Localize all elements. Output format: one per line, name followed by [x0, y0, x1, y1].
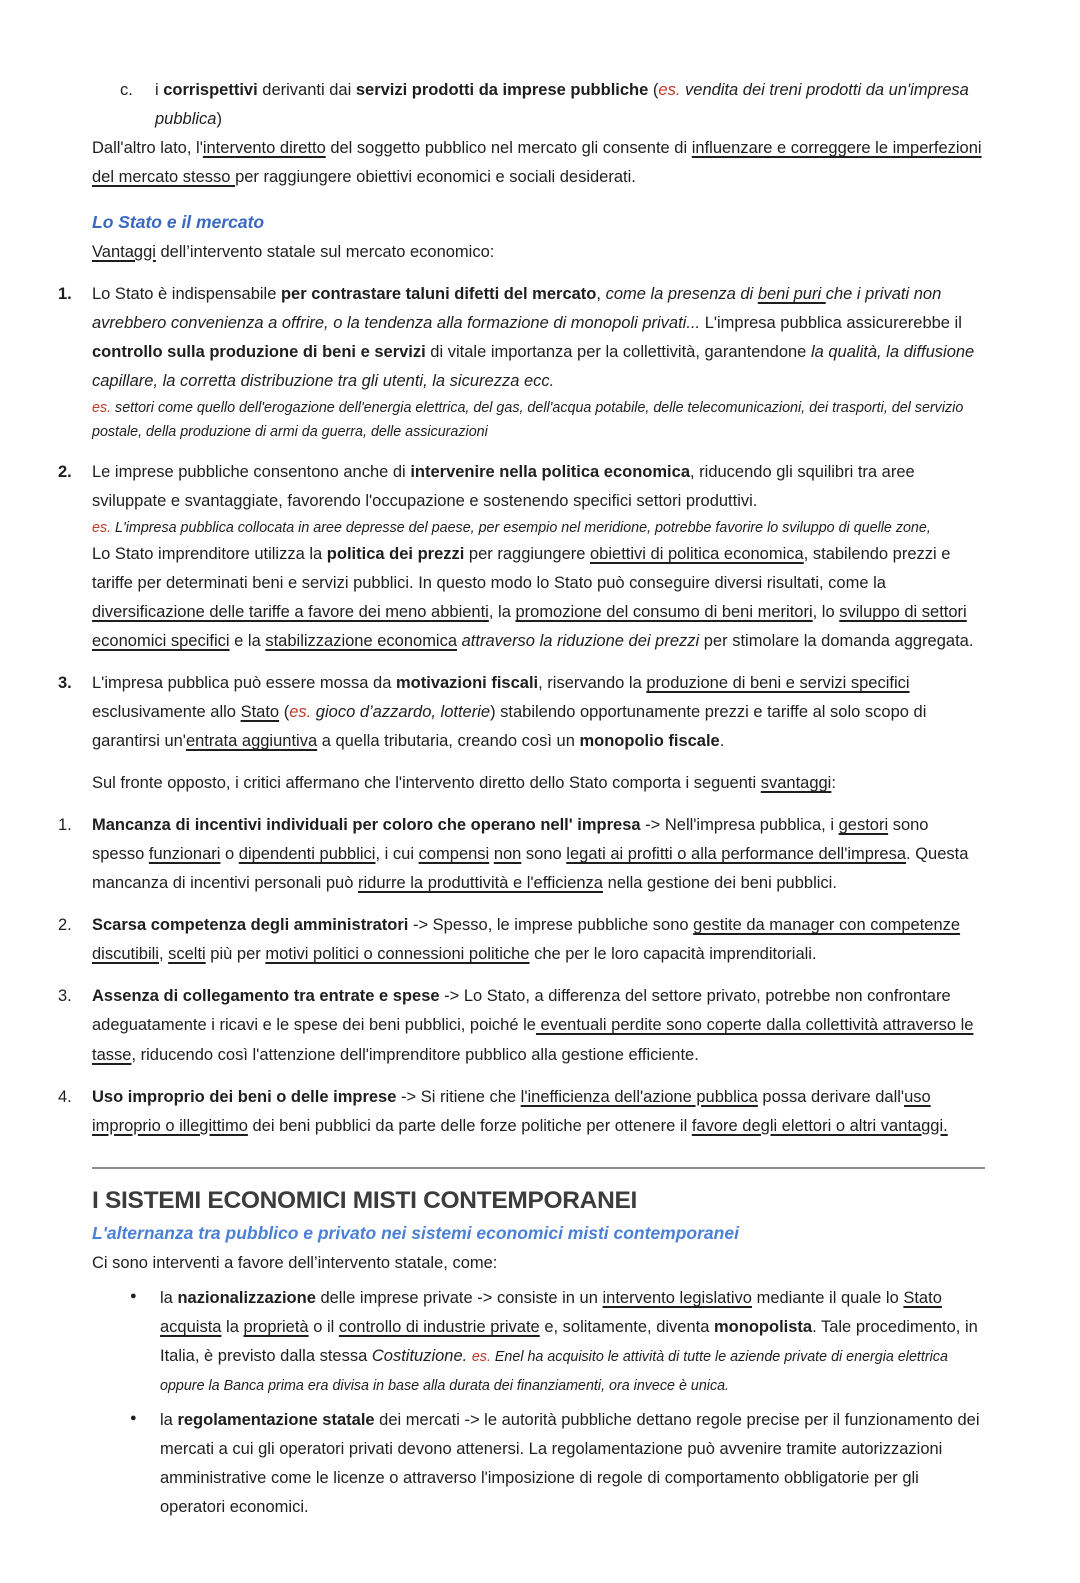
numbered-list-item — [58, 911, 985, 969]
section-title — [92, 1185, 985, 1217]
text-run: Sul fronte opposto, i critici affermano che l'intervento diretto dello Stato comporta i seguenti — [92, 774, 761, 793]
text-paragraph — [92, 769, 985, 798]
text-paragraph — [92, 280, 985, 396]
text-run: -> Nell'impresa pubblica, i — [640, 816, 839, 835]
list-marker: c. — [120, 81, 133, 99]
text-run: sono spesso — [92, 816, 929, 864]
list-item-content — [92, 458, 985, 656]
text-run: come la presenza di — [605, 284, 758, 303]
text-run: Dall'altro lato, l' — [92, 139, 203, 158]
text-run: . Questa mancanza di incentivi personali può — [92, 845, 969, 893]
text-run: Le imprese pubbliche consentono anche di — [92, 462, 411, 481]
text-run: ) stabilendo opportunamente prezzi e tariffe al solo scopo di garantirsi un' — [92, 703, 927, 751]
text-run: L'impresa pubblica collocata in aree depresse del paese, per esempio nel meridione, potrebbe favorire lo sviluppo di quelle zone, — [111, 519, 931, 536]
text-run: , riducendo così l'attenzione dell'imprenditore pubblico alla gestione efficiente. — [131, 1045, 699, 1064]
subsection-heading — [92, 207, 985, 238]
text-run: favore degli elettori o altri vantaggi. — [691, 1116, 948, 1135]
text-run: Mancanza di incentivi individuali per coloro che operano nell' impresa — [92, 816, 641, 835]
list-item-content — [160, 1406, 985, 1522]
text-run: derivanti dai — [257, 81, 356, 99]
text-run: motivazioni fiscali — [396, 674, 539, 693]
text-run: per stimolare la domanda aggregata. — [699, 632, 974, 651]
text-run: Lo Stato imprenditore utilizza la — [92, 545, 327, 564]
text-run: beni puri — [757, 284, 826, 303]
text-run: la qualità, la diffusione capillare, la corretta distribuzione tra gli utenti, la sicurezza ecc. — [92, 343, 975, 391]
paragraph — [92, 134, 985, 192]
text-run: o — [220, 845, 239, 864]
text-run: produzione di beni e servizi specifici — [646, 674, 910, 693]
text-run: la — [221, 1318, 244, 1337]
text-run: a quella tributaria, creando così un — [317, 732, 580, 751]
text-run: : — [831, 774, 836, 793]
text-run: scelti — [168, 945, 206, 964]
text-run: compensi — [418, 845, 490, 864]
text-run: di vitale importanza per la collettività, garantendone — [425, 343, 811, 362]
numbered-list-item — [58, 982, 985, 1069]
text-run: che per le loro capacità imprenditoriali. — [529, 945, 817, 964]
text-run: la — [160, 1411, 178, 1430]
text-run: per raggiungere obiettivi economici e sociali desiderati. — [235, 168, 636, 187]
text-run: i — [155, 81, 164, 99]
text-paragraph — [92, 238, 985, 267]
list-item-content — [92, 669, 985, 756]
text-run: Ci sono interventi a favore dell’intervento statale, come: — [92, 1254, 498, 1273]
section-subtitle — [92, 1218, 985, 1249]
text-run: entrata aggiuntiva — [185, 732, 318, 751]
text-run: attraverso la riduzione dei prezzi — [461, 632, 700, 651]
text-run: del soggetto pubblico nel mercato gli consente di — [325, 139, 692, 158]
text-run: proprietà — [243, 1318, 309, 1337]
text-run: eventuali perdite sono coperte dalla collettività attraverso le tasse — [92, 1016, 974, 1064]
text-run: delle imprese private -> consiste in un — [315, 1289, 603, 1308]
text-run: nazionalizzazione — [177, 1289, 316, 1308]
text-run: motivi politici o connessioni politiche — [265, 945, 530, 964]
text-run: influenzare e correggere le imperfezioni del mercato stesso — [92, 139, 982, 187]
text-paragraph — [92, 207, 985, 238]
text-run: l'inefficienza dell'azione pubblica — [520, 1087, 758, 1106]
text-run: ) — [216, 110, 222, 129]
numbered-list-item — [58, 1083, 985, 1141]
text-paragraph — [92, 134, 985, 192]
text-run: L'impresa pubblica può essere mossa da — [92, 674, 396, 693]
numbered-list-item — [120, 76, 985, 134]
text-paragraph — [92, 911, 985, 969]
text-run: . — [719, 732, 725, 751]
text-paragraph — [92, 669, 985, 756]
text-run: regolamentazione statale — [177, 1411, 375, 1430]
text-run: e la — [229, 632, 266, 651]
text-paragraph — [92, 516, 985, 540]
section-divider — [92, 1167, 985, 1169]
text-run: I SISTEMI ECONOMICI MISTI CONTEMPORANEI — [92, 1186, 638, 1214]
text-run: dei beni pubblici da parte delle forze politiche per ottenere il — [247, 1116, 692, 1135]
text-run: promozione del consumo di beni meritori — [515, 603, 813, 622]
text-run: , la — [488, 603, 516, 622]
text-run: Assenza di collegamento tra entrate e spese — [92, 987, 440, 1006]
text-run: es. — [92, 519, 112, 536]
text-run: monopolista — [714, 1318, 813, 1337]
text-paragraph — [160, 1284, 985, 1400]
text-run: Uso improprio dei beni o delle imprese — [92, 1087, 397, 1106]
list-item-content — [92, 911, 985, 969]
text-run: es. — [658, 81, 681, 99]
list-marker: 3. — [58, 674, 72, 693]
text-run: L'impresa pubblica assicurerebbe il — [700, 313, 962, 332]
text-run: per contrastare taluni difetti del mercato — [280, 284, 597, 303]
text-run: es. — [92, 400, 112, 417]
text-run: controllo di industrie private — [338, 1318, 540, 1337]
text-run: ridurre la produttività e l'efficienza — [358, 874, 603, 893]
text-run: che i privati non avrebbero convenienza a offrire, o la tendenza alla formazione di monopoli privati... — [92, 284, 942, 332]
text-run: , i cui — [375, 845, 419, 864]
text-run: nella gestione dei beni pubblici. — [602, 874, 837, 893]
text-run: intervento legislativo — [602, 1289, 752, 1308]
text-run: -> Lo Stato, a differenza del settore privato, potrebbe non confrontare adeguatamente i ricavi e le spese dei beni pubblici, poiché le — [92, 987, 951, 1035]
paragraph — [92, 769, 985, 798]
text-run: , — [158, 945, 169, 964]
text-run: gestite da manager con competenze discutibili — [92, 916, 961, 964]
text-run: monopolio fiscale — [579, 732, 720, 751]
text-run: svantaggi — [760, 774, 832, 793]
text-run: gioco d’azzardo, lotterie — [311, 703, 491, 722]
text-run: -> Si ritiene che — [396, 1087, 521, 1106]
text-paragraph — [160, 1406, 985, 1522]
text-run: funzionari — [148, 845, 221, 864]
text-run: legati ai profitti o alla performance dell'impresa — [566, 845, 907, 864]
text-run: , riducendo gli squilibri tra aree sviluppate e svantaggiate, favorendo l'occupazione e sostenendo specifici settori produttivi. — [92, 462, 915, 510]
text-run: possa derivare dall' — [757, 1087, 905, 1106]
text-run: ( — [279, 703, 290, 722]
text-paragraph — [92, 811, 985, 898]
list-marker: 4. — [58, 1087, 72, 1106]
list-item-content — [92, 1083, 985, 1141]
paragraph — [92, 1249, 985, 1278]
numbered-list-item — [58, 458, 985, 656]
text-paragraph — [92, 982, 985, 1069]
text-run: es. — [471, 1349, 491, 1366]
text-run: es. — [289, 703, 312, 722]
text-paragraph — [92, 1218, 985, 1249]
text-paragraph — [155, 76, 985, 134]
paragraph — [92, 238, 985, 267]
text-run: , riservando la — [538, 674, 647, 693]
text-run: diversificazione delle tariffe a favore dei meno abbienti — [92, 603, 489, 622]
bullet-icon: ● — [130, 1290, 137, 1303]
text-paragraph — [92, 458, 985, 516]
text-paragraph — [92, 1249, 985, 1278]
text-run: sviluppo di settori economici specifici — [92, 603, 967, 651]
list-item-content — [92, 982, 985, 1069]
text-run: Costituzione. — [371, 1347, 468, 1366]
list-item-content — [92, 280, 985, 445]
text-run: settori come quello dell'erogazione dell'energia elettrica, del gas, dell'acqua potabile, delle telecomunicazioni, dei trasporti, del servizio postale, della produzione di armi da guerra, delle assicurazioni — [92, 400, 964, 441]
text-run: , — [596, 284, 606, 303]
text-run: intervento diretto — [202, 139, 326, 158]
text-run: vendita dei treni prodotti da un'impresa pubblica — [155, 81, 969, 129]
text-run: Enel ha acquisito le attività di tutte le aziende private di energia elettrica oppure la Banca prima era divisa in base alla durata dei finanziamenti, ora invece è unica. — [160, 1349, 948, 1395]
list-marker: 2. — [58, 916, 72, 935]
text-run: Lo Stato e il mercato — [92, 212, 265, 233]
text-paragraph — [92, 1083, 985, 1141]
text-run: dipendenti pubblici — [238, 845, 376, 864]
text-run: gestori — [838, 816, 889, 835]
numbered-list-item — [58, 811, 985, 898]
text-run: per raggiungere — [464, 545, 590, 564]
text-run: ( — [648, 81, 659, 99]
text-run: sono — [521, 845, 567, 864]
text-run: dell’intervento statale sul mercato economico: — [155, 242, 495, 261]
bullet-icon: ● — [130, 1412, 137, 1425]
text-run: Stato acquista — [160, 1289, 942, 1337]
text-run: e, solitamente, diventa — [539, 1318, 714, 1337]
list-marker: 1. — [58, 284, 72, 303]
text-run: uso improprio o illegittimo — [92, 1087, 931, 1135]
list-item-content — [92, 811, 985, 898]
text-run: intervenire nella politica economica — [410, 462, 690, 481]
text-run: controllo sulla produzione di beni e servizi — [92, 343, 426, 362]
text-run: Scarsa competenza degli amministratori — [92, 916, 409, 935]
text-run: corrispettivi — [163, 81, 258, 99]
text-run: -> Spesso, le imprese pubbliche sono — [408, 916, 694, 935]
text-run: stabilizzazione economica — [265, 632, 458, 651]
list-marker: 3. — [58, 987, 72, 1006]
text-run: Vantaggi — [92, 242, 156, 261]
text-run: . Tale procedimento, in Italia, è previsto dalla stessa — [160, 1318, 978, 1366]
text-run: più per — [205, 945, 266, 964]
list-marker: 2. — [58, 462, 72, 481]
text-run: Lo Stato è indispensabile — [92, 284, 281, 303]
text-run: politica dei prezzi — [326, 545, 465, 564]
text-paragraph — [92, 1185, 985, 1217]
text-paragraph — [92, 540, 985, 656]
text-run: servizi prodotti da imprese pubbliche — [355, 81, 649, 99]
text-run: o il — [308, 1318, 339, 1337]
text-run: non — [493, 845, 522, 864]
text-run: mediante il quale lo — [751, 1289, 904, 1308]
list-item-content — [160, 1284, 985, 1400]
numbered-list-item — [58, 669, 985, 756]
numbered-list-item — [58, 280, 985, 445]
text-run: obiettivi di politica economica — [590, 545, 804, 564]
text-run: dei mercati -> le autorità pubbliche dettano regole precise per il funzionamento dei mercati a cui gli operatori privati devono attenersi. La regolamentazione può avvenire tramite autorizzazioni amministrative come le licenze o attraverso l'imposizione di regole di comportamento obbligatorie per gli operatori economici. — [160, 1411, 980, 1517]
text-paragraph — [92, 396, 985, 445]
text-run: la — [160, 1289, 178, 1308]
text-run: Stato — [240, 703, 280, 722]
list-marker: 1. — [58, 816, 72, 835]
list-item-content — [155, 76, 985, 134]
bullet-list-item — [130, 1406, 985, 1522]
text-run: , stabilendo prezzi e tariffe per determinati beni e servizi pubblici. In questo modo lo Stato può conseguire diversi risultati, come la — [92, 545, 951, 593]
text-run: , lo — [812, 603, 840, 622]
text-run: L'alternanza tra pubblico e privato nei sistemi economici misti contemporanei — [92, 1223, 739, 1244]
text-run: esclusivamente allo — [92, 703, 241, 722]
bullet-list-item — [130, 1284, 985, 1400]
